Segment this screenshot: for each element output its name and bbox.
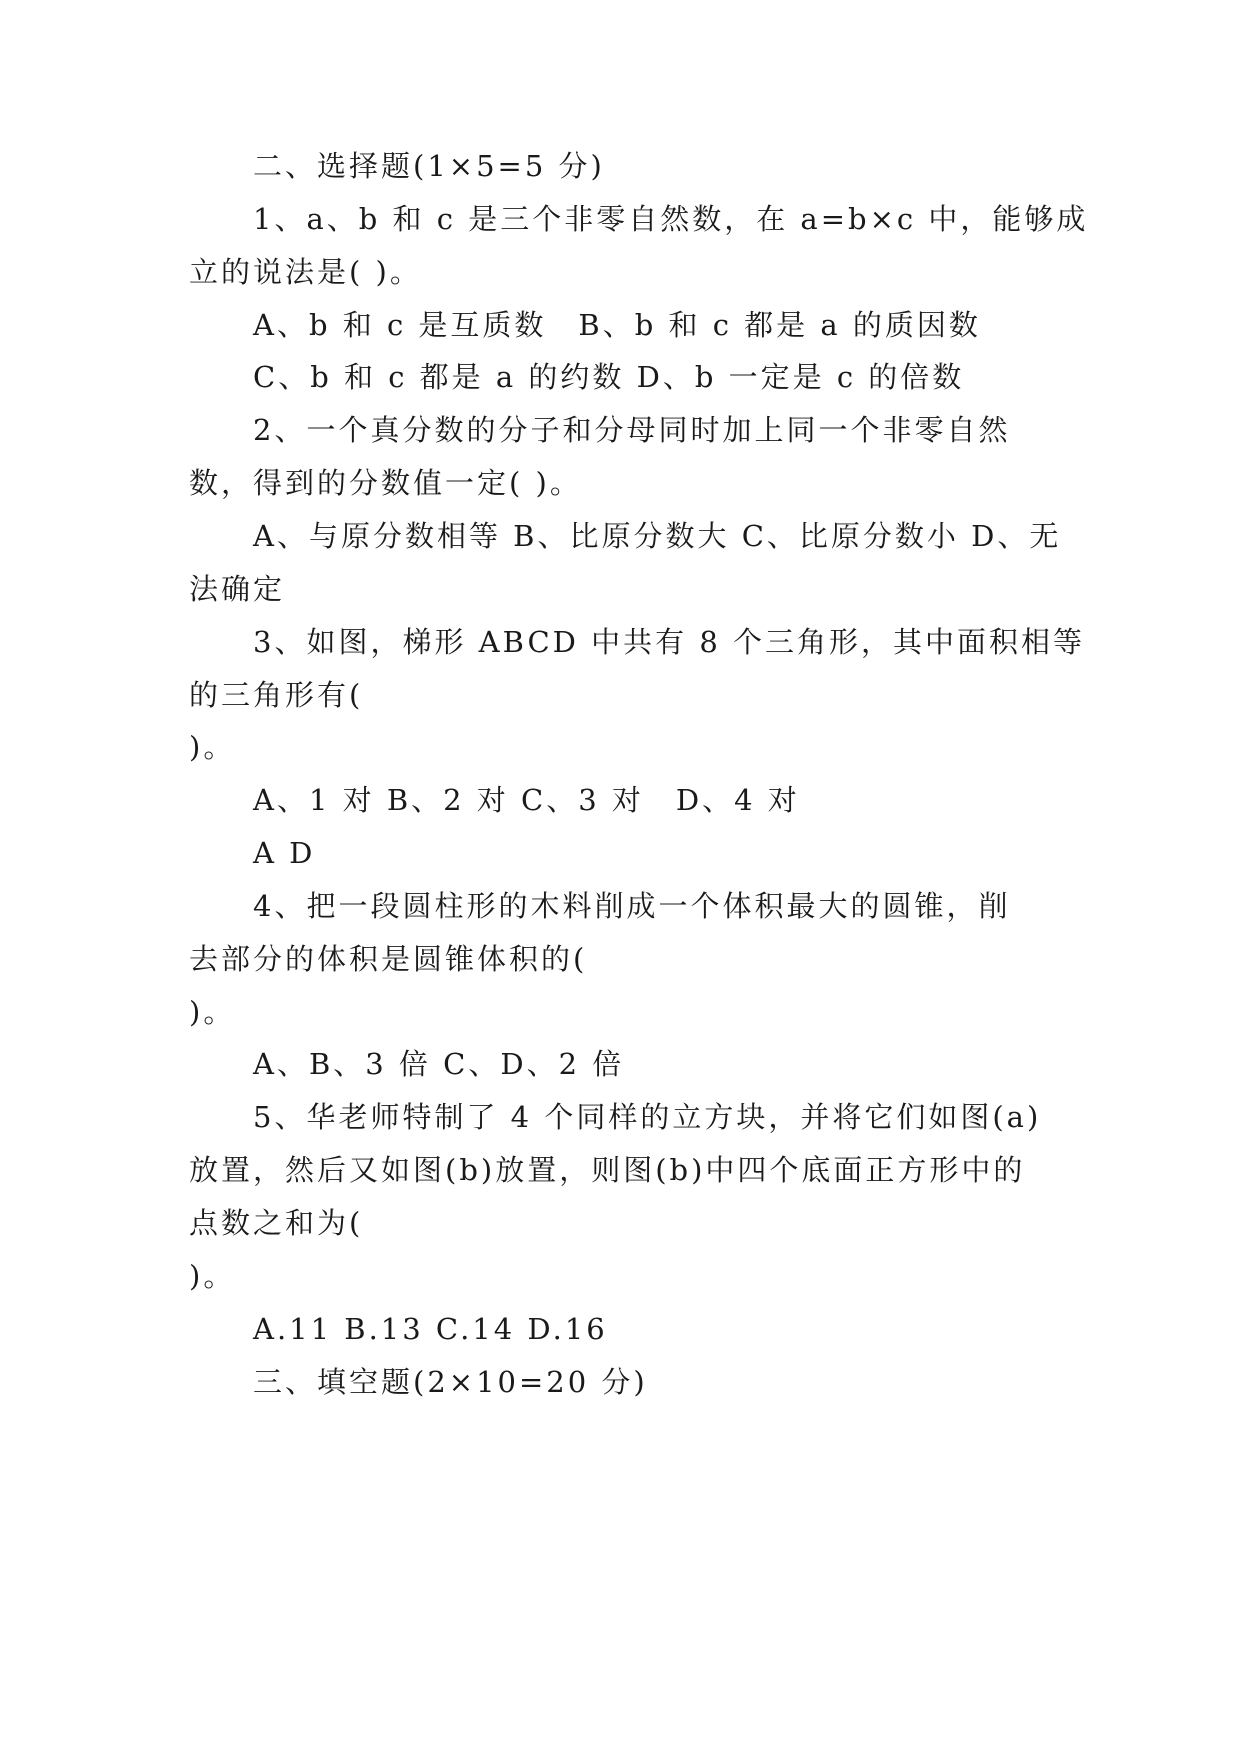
question-2-options-cont: 法确定 <box>189 572 286 606</box>
question-2-text-cont: 数，得到的分数值一定( )。 <box>189 466 582 500</box>
section-heading-choice: 二、选择题(1×5=5 分) <box>253 149 605 183</box>
question-3-text: 3、如图，梯形 ABCD 中共有 8 个三角形，其中面积相等 <box>253 625 1086 659</box>
question-4-text-end: )。 <box>189 995 236 1029</box>
question-5-text-end: )。 <box>189 1259 236 1293</box>
question-5-text: 5、华老师特制了 4 个同样的立方块，并将它们如图(a) <box>253 1100 1042 1134</box>
question-4-text-cont: 去部分的体积是圆锥体积的( <box>189 942 588 976</box>
question-5-text-cont-2: 点数之和为( <box>189 1206 364 1240</box>
question-1-options-cd: C、b 和 c 都是 a 的约数 D、b 一定是 c 的倍数 <box>253 360 965 394</box>
question-2-options: A、与原分数相等 B、比原分数大 C、比原分数小 D、无 <box>253 519 1062 553</box>
question-1-text-cont: 立的说法是( )。 <box>189 255 422 289</box>
section-heading-fill: 三、填空题(2×10=20 分) <box>253 1365 648 1399</box>
question-3-options: A、1 对 B、2 对 C、3 对 D、4 对 <box>253 783 800 817</box>
question-1-options-ab: A、b 和 c 是互质数 B、b 和 c 都是 a 的质因数 <box>253 308 981 342</box>
question-5-options: A.11 B.13 C.14 D.16 <box>253 1312 608 1346</box>
question-4-text: 4、把一段圆柱形的木料削成一个体积最大的圆锥，削 <box>253 889 1011 923</box>
question-3-text-end: )。 <box>189 730 236 764</box>
question-4-options: A、B、3 倍 C、D、2 倍 <box>253 1047 625 1081</box>
question-2-text: 2、一个真分数的分子和分母同时加上同一个非零自然 <box>253 413 1011 447</box>
question-3-text-cont: 的三角形有( <box>189 678 364 712</box>
question-5-text-cont: 放置，然后又如图(b)放置，则图(b)中四个底面正方形中的 <box>189 1153 1026 1187</box>
question-1-text: 1、a、b 和 c 是三个非零自然数，在 a=b×c 中，能够成 <box>253 202 1089 236</box>
question-3-figure-labels: A D <box>253 836 316 870</box>
